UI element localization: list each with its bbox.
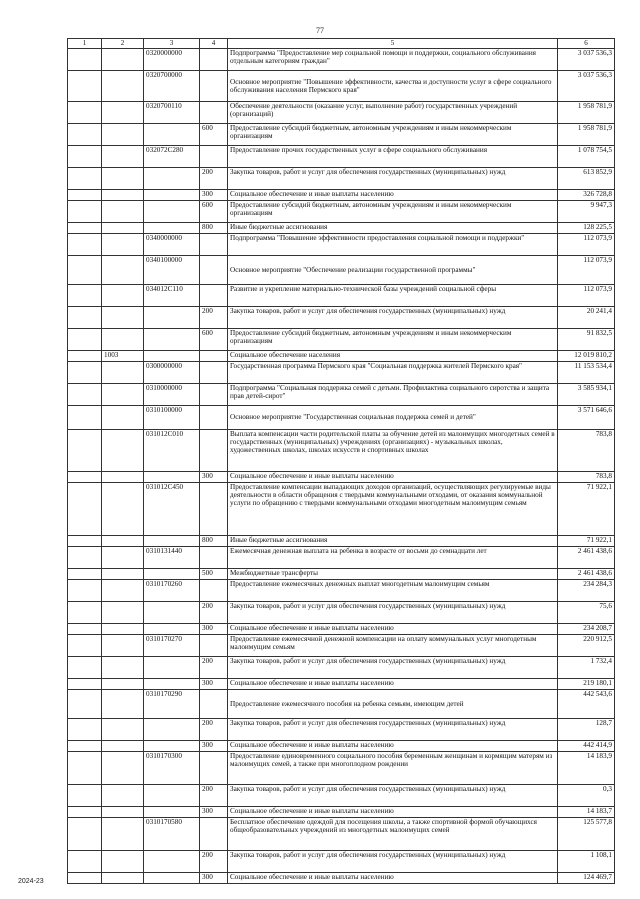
cell-subsection — [102, 601, 144, 623]
cell-amount: 783,8 — [558, 429, 615, 471]
cell-subsection: 1003 — [102, 350, 144, 361]
table-row — [68, 579, 615, 601]
cell-target-code: 032072С280 — [144, 145, 200, 167]
cell-target-code — [144, 167, 200, 189]
cell-target-code — [144, 850, 200, 872]
cell-section — [68, 623, 102, 634]
cell-amount: 9 947,3 — [558, 200, 615, 222]
cell-target-code: 0310100000 — [144, 405, 200, 429]
table-row — [68, 471, 615, 482]
cell-amount: 12 019 810,2 — [558, 350, 615, 361]
cell-target-code — [144, 189, 200, 200]
cell-target-code — [144, 806, 200, 817]
cell-expense-type: 300 — [200, 189, 228, 200]
table-row — [68, 200, 615, 222]
cell-subsection — [102, 850, 144, 872]
cell-target-code: 031012С450 — [144, 482, 200, 535]
cell-expense-type — [200, 429, 228, 471]
table-row — [68, 101, 615, 123]
cell-amount: 3 571 646,6 — [558, 405, 615, 429]
cell-amount: 0,3 — [558, 784, 615, 806]
cell-amount: 75,6 — [558, 601, 615, 623]
cell-amount: 234 208,7 — [558, 623, 615, 634]
cell-amount: 1 732,4 — [558, 656, 615, 678]
cell-amount: 220 912,5 — [558, 634, 615, 656]
table-row — [68, 817, 615, 850]
cell-subsection — [102, 806, 144, 817]
cell-description: Основное мероприятие "Повышение эффективности, качества и доступности услуг в сфере социального обслуживания населения Пермского края" — [228, 70, 558, 101]
cell-amount: 442 543,6 — [558, 689, 615, 718]
cell-amount: 112 073,9 — [558, 284, 615, 306]
cell-section — [68, 123, 102, 145]
cell-expense-type: 300 — [200, 623, 228, 634]
table-row — [68, 656, 615, 678]
cell-expense-type: 200 — [200, 306, 228, 328]
cell-description: Предоставление субсидий бюджетным, автономным учреждениям и иным некоммерческим организациям — [228, 123, 558, 145]
cell-description: Предоставление ежемесячной денежной компенсации на оплату коммунальных услуг многодетным малоимущим семьям — [228, 634, 558, 656]
cell-expense-type — [200, 689, 228, 718]
table-row — [68, 284, 615, 306]
cell-subsection — [102, 872, 144, 883]
table-row — [68, 189, 615, 200]
cell-description: Социальное обеспечение и иные выплаты населению — [228, 678, 558, 689]
table-row — [68, 482, 615, 535]
cell-description: Закупка товаров, работ и услуг для обеспечения государственных (муниципальных) нужд — [228, 306, 558, 328]
cell-description: Предоставление единовременного социального пособия беременным женщинам и кормящим матерям из малоимущих семей, а также при многоплодном рождении — [228, 751, 558, 784]
cell-target-code: 031012С010 — [144, 429, 200, 471]
cell-amount: 91 832,5 — [558, 328, 615, 350]
cell-target-code: 0320000000 — [144, 48, 200, 70]
cell-amount: 128 225,5 — [558, 222, 615, 233]
cell-section — [68, 145, 102, 167]
table-row — [68, 429, 615, 471]
cell-section — [68, 601, 102, 623]
cell-target-code — [144, 678, 200, 689]
cell-target-code — [144, 623, 200, 634]
header-cell: 1 — [68, 39, 102, 49]
cell-section — [68, 471, 102, 482]
table-row — [68, 222, 615, 233]
cell-target-code — [144, 123, 200, 145]
cell-section — [68, 306, 102, 328]
cell-section — [68, 233, 102, 255]
cell-subsection — [102, 383, 144, 405]
cell-subsection — [102, 751, 144, 784]
cell-section — [68, 48, 102, 70]
cell-description: Предоставление субсидий бюджетным, автономным учреждениям и иным некоммерческим организациям — [228, 200, 558, 222]
cell-section — [68, 784, 102, 806]
cell-section — [68, 200, 102, 222]
cell-section — [68, 806, 102, 817]
cell-section — [68, 350, 102, 361]
table-row — [68, 405, 615, 429]
table-row — [68, 568, 615, 579]
table-row — [68, 806, 615, 817]
cell-target-code — [144, 740, 200, 751]
table-row — [68, 145, 615, 167]
page-number: 77 — [316, 26, 324, 35]
cell-section — [68, 284, 102, 306]
cell-amount: 326 728,8 — [558, 189, 615, 200]
cell-section — [68, 405, 102, 429]
cell-amount: 3 585 934,1 — [558, 383, 615, 405]
cell-section — [68, 328, 102, 350]
cell-expense-type — [200, 361, 228, 383]
cell-target-code — [144, 872, 200, 883]
cell-expense-type — [200, 70, 228, 101]
cell-target-code — [144, 328, 200, 350]
table-row — [68, 601, 615, 623]
cell-section — [68, 535, 102, 546]
cell-section — [68, 482, 102, 535]
cell-subsection — [102, 623, 144, 634]
cell-section — [68, 579, 102, 601]
table-row — [68, 689, 615, 718]
cell-subsection — [102, 145, 144, 167]
table-row — [68, 751, 615, 784]
cell-target-code — [144, 350, 200, 361]
cell-expense-type — [200, 255, 228, 284]
table-row — [68, 233, 615, 255]
cell-section — [68, 361, 102, 383]
cell-subsection — [102, 718, 144, 740]
budget-table — [67, 38, 615, 884]
cell-description: Иные бюджетные ассигнования — [228, 222, 558, 233]
cell-amount: 219 180,1 — [558, 678, 615, 689]
cell-target-code: 0310170580 — [144, 817, 200, 850]
cell-target-code — [144, 200, 200, 222]
cell-section — [68, 740, 102, 751]
cell-expense-type — [200, 145, 228, 167]
cell-description: Развитие и укрепление материально-технической базы учреждений социальной сферы — [228, 284, 558, 306]
table-row — [68, 123, 615, 145]
cell-expense-type — [200, 284, 228, 306]
cell-description: Предоставление прочих государственных услуг в сфере социального обслуживания — [228, 145, 558, 167]
cell-description: Подпрограмма "Повышение эффективности предоставления социальной помощи и поддержки" — [228, 233, 558, 255]
cell-target-code: 0340000000 — [144, 233, 200, 255]
footer-code: 2024-23 — [18, 878, 44, 885]
cell-amount: 3 037 536,3 — [558, 48, 615, 70]
table-row — [68, 70, 615, 101]
cell-expense-type — [200, 101, 228, 123]
cell-subsection — [102, 101, 144, 123]
cell-expense-type — [200, 48, 228, 70]
cell-amount: 71 922,1 — [558, 535, 615, 546]
cell-expense-type: 300 — [200, 872, 228, 883]
cell-subsection — [102, 222, 144, 233]
cell-description: Социальное обеспечение и иные выплаты населению — [228, 471, 558, 482]
cell-expense-type: 600 — [200, 123, 228, 145]
header-cell: 2 — [102, 39, 144, 49]
cell-description: Государственная программа Пермского края "Социальная поддержка жителей Пермского края" — [228, 361, 558, 383]
cell-section — [68, 872, 102, 883]
cell-expense-type — [200, 482, 228, 535]
table-row — [68, 167, 615, 189]
cell-subsection — [102, 361, 144, 383]
cell-target-code — [144, 471, 200, 482]
cell-section — [68, 255, 102, 284]
table-row — [68, 383, 615, 405]
cell-subsection — [102, 405, 144, 429]
cell-description: Выплата компенсации части родительской платы за обучение детей из малоимущих многодетных семей в государственных (муниципальных) учреждениях (организациях) - музыкальных школах, художественных школах, школах искусств и спортивных школах — [228, 429, 558, 471]
cell-target-code: 0320700110 — [144, 101, 200, 123]
cell-subsection — [102, 70, 144, 101]
cell-subsection — [102, 784, 144, 806]
cell-expense-type — [200, 233, 228, 255]
table-row — [68, 255, 615, 284]
cell-description: Иные бюджетные ассигнования — [228, 535, 558, 546]
cell-expense-type — [200, 546, 228, 568]
cell-target-code — [144, 222, 200, 233]
cell-target-code — [144, 535, 200, 546]
cell-amount: 125 577,8 — [558, 817, 615, 850]
cell-subsection — [102, 817, 144, 850]
cell-description: Закупка товаров, работ и услуг для обеспечения государственных (муниципальных) нужд — [228, 784, 558, 806]
cell-section — [68, 850, 102, 872]
cell-amount: 11 153 534,4 — [558, 361, 615, 383]
cell-expense-type — [200, 405, 228, 429]
cell-subsection — [102, 535, 144, 546]
cell-amount: 2 461 438,6 — [558, 546, 615, 568]
cell-amount: 1 078 754,5 — [558, 145, 615, 167]
cell-target-code: 0310170290 — [144, 689, 200, 718]
cell-expense-type — [200, 751, 228, 784]
cell-amount: 3 037 536,3 — [558, 70, 615, 101]
table-row — [68, 48, 615, 70]
cell-section — [68, 383, 102, 405]
cell-expense-type: 800 — [200, 535, 228, 546]
cell-description: Социальное обеспечение и иные выплаты населению — [228, 189, 558, 200]
cell-subsection — [102, 656, 144, 678]
cell-expense-type: 200 — [200, 601, 228, 623]
cell-target-code: 0310170270 — [144, 634, 200, 656]
cell-amount: 71 922,1 — [558, 482, 615, 535]
cell-section — [68, 678, 102, 689]
cell-expense-type: 200 — [200, 850, 228, 872]
cell-section — [68, 656, 102, 678]
cell-section — [68, 751, 102, 784]
table-row — [68, 535, 615, 546]
cell-amount: 1 958 781,9 — [558, 123, 615, 145]
table-row — [68, 350, 615, 361]
cell-expense-type: 800 — [200, 222, 228, 233]
cell-description: Подпрограмма "Предоставление мер социальной помощи и поддержки, социального обслуживания отдельным категориям граждан" — [228, 48, 558, 70]
cell-section — [68, 101, 102, 123]
cell-subsection — [102, 167, 144, 189]
cell-subsection — [102, 471, 144, 482]
cell-subsection — [102, 689, 144, 718]
cell-section — [68, 429, 102, 471]
cell-description: Социальное обеспечение и иные выплаты населению — [228, 623, 558, 634]
cell-subsection — [102, 255, 144, 284]
cell-amount: 20 241,4 — [558, 306, 615, 328]
cell-expense-type: 200 — [200, 656, 228, 678]
cell-description: Закупка товаров, работ и услуг для обеспечения государственных (муниципальных) нужд — [228, 601, 558, 623]
cell-section — [68, 189, 102, 200]
cell-section — [68, 718, 102, 740]
cell-description: Межбюджетные трансферты — [228, 568, 558, 579]
cell-section — [68, 546, 102, 568]
cell-description: Закупка товаров, работ и услуг для обеспечения государственных (муниципальных) нужд — [228, 167, 558, 189]
table-row — [68, 328, 615, 350]
cell-subsection — [102, 429, 144, 471]
cell-section — [68, 817, 102, 850]
cell-amount: 14 183,9 — [558, 751, 615, 784]
cell-section — [68, 634, 102, 656]
cell-description: Основное мероприятие "Обеспечение реализации государственной программы" — [228, 255, 558, 284]
table-row — [68, 740, 615, 751]
cell-subsection — [102, 284, 144, 306]
header-cell: 4 — [200, 39, 228, 49]
cell-target-code: 0310170300 — [144, 751, 200, 784]
table-row — [68, 546, 615, 568]
cell-amount: 112 073,9 — [558, 233, 615, 255]
cell-expense-type: 200 — [200, 784, 228, 806]
cell-expense-type: 300 — [200, 806, 228, 817]
cell-expense-type — [200, 383, 228, 405]
cell-description: Бесплатное обеспечение одеждой для посещения школы, а также спортивной формой обучающихся общеобразовательных учреждений из многодетных малоимущих семей — [228, 817, 558, 850]
cell-section — [68, 70, 102, 101]
cell-description: Предоставление ежемесячных денежных выплат многодетным малоимущим семьям — [228, 579, 558, 601]
cell-subsection — [102, 48, 144, 70]
table-row — [68, 678, 615, 689]
table-row — [68, 718, 615, 740]
cell-subsection — [102, 189, 144, 200]
cell-description: Закупка товаров, работ и услуг для обеспечения государственных (муниципальных) нужд — [228, 656, 558, 678]
cell-description: Основное мероприятие "Государственная социальная поддержка семей и детей" — [228, 405, 558, 429]
cell-expense-type: 300 — [200, 740, 228, 751]
table-row — [68, 306, 615, 328]
table-row — [68, 623, 615, 634]
cell-section — [68, 568, 102, 579]
cell-description: Предоставление субсидий бюджетным, автономным учреждениям и иным некоммерческим организациям — [228, 328, 558, 350]
cell-description: Обеспечение деятельности (оказание услуг, выполнение работ) государственных учреждений (организаций) — [228, 101, 558, 123]
cell-section — [68, 689, 102, 718]
cell-description: Социальное обеспечение и иные выплаты населению — [228, 740, 558, 751]
cell-expense-type: 300 — [200, 471, 228, 482]
cell-description: Предоставление ежемесячного пособия на ребенка семьям, имеющим детей — [228, 689, 558, 718]
cell-subsection — [102, 200, 144, 222]
cell-amount: 124 469,7 — [558, 872, 615, 883]
table-row — [68, 634, 615, 656]
cell-expense-type: 600 — [200, 200, 228, 222]
cell-subsection — [102, 123, 144, 145]
cell-description: Ежемесячная денежная выплата на ребенка в возрасте от восьми до семнадцати лет — [228, 546, 558, 568]
cell-amount: 14 183,7 — [558, 806, 615, 817]
cell-subsection — [102, 678, 144, 689]
cell-target-code — [144, 601, 200, 623]
cell-subsection — [102, 482, 144, 535]
cell-target-code — [144, 306, 200, 328]
cell-description: Закупка товаров, работ и услуг для обеспечения государственных (муниципальных) нужд — [228, 850, 558, 872]
cell-description: Предоставление компенсации выпадающих доходов организаций, осуществляющих регулируемые виды деятельности в области обращения с твердыми коммунальными отходами, от оказания коммунальной услуги по обращению с твердыми коммунальными отходами многодетным малоимущим семьям — [228, 482, 558, 535]
header-cell: 5 — [228, 39, 558, 49]
cell-amount: 783,8 — [558, 471, 615, 482]
header-cell: 6 — [558, 39, 615, 49]
cell-expense-type: 500 — [200, 568, 228, 579]
cell-section — [68, 167, 102, 189]
header-cell: 3 — [144, 39, 200, 49]
cell-amount: 613 852,9 — [558, 167, 615, 189]
table-row — [68, 361, 615, 383]
cell-target-code — [144, 718, 200, 740]
cell-expense-type: 600 — [200, 328, 228, 350]
cell-target-code: 034012С110 — [144, 284, 200, 306]
cell-amount: 112 073,9 — [558, 255, 615, 284]
cell-amount: 128,7 — [558, 718, 615, 740]
cell-amount: 442 414,9 — [558, 740, 615, 751]
cell-target-code: 0310000000 — [144, 383, 200, 405]
cell-subsection — [102, 233, 144, 255]
cell-description: Социальное обеспечение и иные выплаты населению — [228, 872, 558, 883]
cell-subsection — [102, 740, 144, 751]
cell-subsection — [102, 546, 144, 568]
cell-target-code: 0310170260 — [144, 579, 200, 601]
cell-target-code: 0340100000 — [144, 255, 200, 284]
cell-description: Закупка товаров, работ и услуг для обеспечения государственных (муниципальных) нужд — [228, 718, 558, 740]
table-row — [68, 784, 615, 806]
cell-target-code — [144, 784, 200, 806]
cell-target-code: 0310131440 — [144, 546, 200, 568]
table-header-row — [68, 39, 615, 49]
cell-description: Подпрограмма "Социальная поддержка семей с детьми. Профилактика социального сиротства и защита прав детей-сирот" — [228, 383, 558, 405]
cell-subsection — [102, 328, 144, 350]
table-row — [68, 850, 615, 872]
cell-description: Социальное обеспечение населения — [228, 350, 558, 361]
table-row — [68, 872, 615, 883]
cell-subsection — [102, 579, 144, 601]
cell-expense-type — [200, 817, 228, 850]
cell-description: Социальное обеспечение и иные выплаты населению — [228, 806, 558, 817]
cell-expense-type — [200, 634, 228, 656]
cell-amount: 1 108,1 — [558, 850, 615, 872]
cell-expense-type: 300 — [200, 678, 228, 689]
cell-expense-type — [200, 579, 228, 601]
cell-subsection — [102, 568, 144, 579]
cell-target-code — [144, 568, 200, 579]
cell-expense-type: 200 — [200, 167, 228, 189]
cell-target-code — [144, 656, 200, 678]
cell-target-code: 0300000000 — [144, 361, 200, 383]
cell-section — [68, 222, 102, 233]
cell-amount: 2 461 438,6 — [558, 568, 615, 579]
cell-subsection — [102, 634, 144, 656]
cell-subsection — [102, 306, 144, 328]
cell-amount: 1 958 781,9 — [558, 101, 615, 123]
cell-expense-type — [200, 350, 228, 361]
cell-expense-type: 200 — [200, 718, 228, 740]
cell-target-code: 0320700000 — [144, 70, 200, 101]
cell-amount: 234 284,3 — [558, 579, 615, 601]
